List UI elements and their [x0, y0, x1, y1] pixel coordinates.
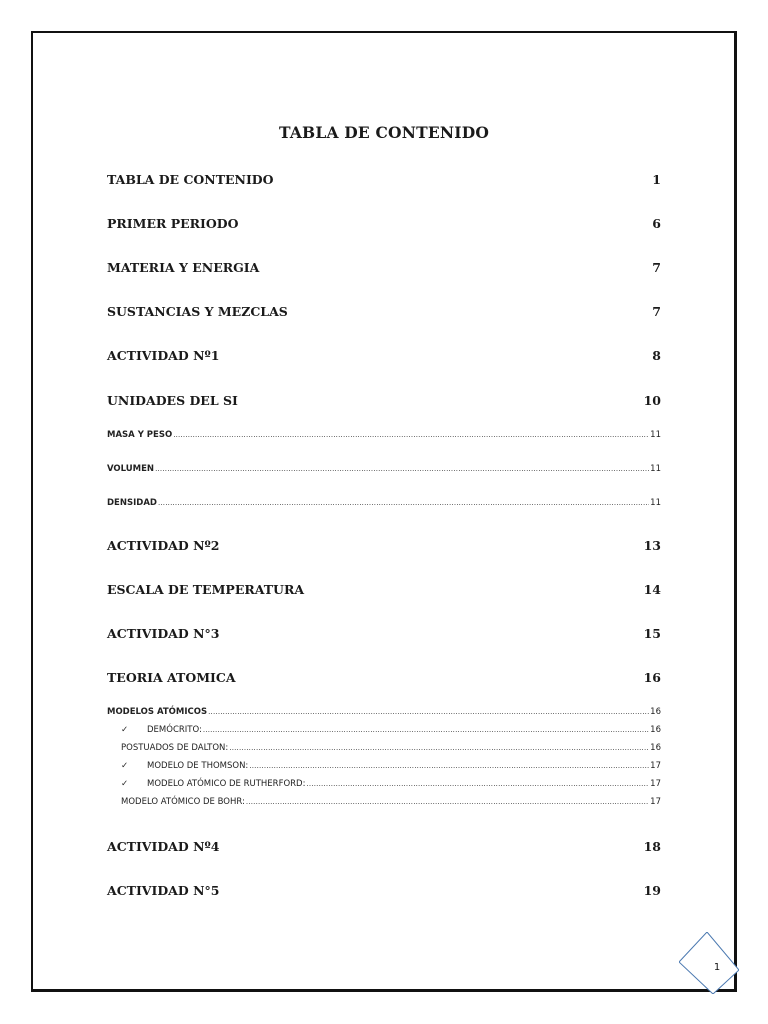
toc-entry-page: 7: [652, 260, 661, 275]
toc-subentry[interactable]: [121, 797, 661, 807]
toc-subentry-page: 16: [650, 707, 661, 717]
toc-subentry[interactable]: [121, 743, 661, 753]
checkmark-icon: ✓: [121, 761, 129, 771]
dot-leader: [158, 500, 649, 507]
toc-subentry-label: ✓ DEMÓCRITO:: [121, 725, 202, 735]
toc-subentry-page: 17: [650, 761, 661, 771]
toc-entry-label: ACTIVIDAD Nº1: [107, 348, 220, 363]
checkmark-icon: ✓: [121, 779, 129, 789]
toc-entry-page: 13: [643, 538, 661, 553]
toc-entry-label: SUSTANCIAS Y MEZCLAS: [107, 304, 288, 319]
toc-subentry-page: 11: [650, 464, 661, 474]
dot-leader: [173, 432, 649, 439]
toc-entry[interactable]: [107, 393, 661, 408]
toc-entry[interactable]: [107, 670, 661, 685]
toc-subentry[interactable]: [121, 725, 661, 735]
toc-entry[interactable]: [107, 216, 661, 231]
toc-subentry-label: POSTUADOS DE DALTON:: [121, 743, 229, 753]
toc-subentry[interactable]: [107, 464, 661, 474]
toc-subentry-label: MASA Y PESO: [107, 430, 173, 440]
toc-subentry[interactable]: [121, 761, 661, 771]
toc-entry-page: 16: [643, 670, 661, 685]
toc-entry-label: TEORIA ATOMICA: [107, 670, 236, 685]
toc-entry-page: 18: [643, 839, 661, 854]
toc-entry-page: 8: [652, 348, 661, 363]
toc-entry-page: 19: [643, 883, 661, 898]
toc-entry-label: ACTIVIDAD Nº4: [107, 839, 220, 854]
dot-leader: [203, 727, 649, 734]
toc-entry[interactable]: [107, 839, 661, 854]
dot-leader: [249, 763, 649, 770]
toc-subentry[interactable]: [107, 707, 661, 717]
dot-leader: [306, 781, 649, 788]
toc-subentry-label: MODELOS ATÓMICOS: [107, 707, 208, 717]
toc-entry-page: 1: [652, 172, 661, 187]
toc-entry[interactable]: [107, 172, 661, 187]
dot-leader: [155, 466, 649, 473]
toc-entry-page: 6: [652, 216, 661, 231]
toc-entry-page: 7: [652, 304, 661, 319]
toc-entry-label: TABLA DE CONTENIDO: [107, 172, 274, 187]
dot-leader: [208, 709, 649, 716]
dot-leader: [246, 799, 649, 806]
toc-subentry-page: 16: [650, 725, 661, 735]
page-number: 1: [713, 962, 721, 973]
toc-subentry-label: ✓ MODELO DE THOMSON:: [121, 761, 249, 771]
toc-subentry-label: DENSIDAD: [107, 498, 157, 508]
toc-subentry-page: 16: [650, 743, 661, 753]
toc-entry-page: 15: [643, 626, 661, 641]
toc-entry-label: ESCALA DE TEMPERATURA: [107, 582, 305, 597]
toc-subentry[interactable]: [107, 430, 661, 440]
toc-entry[interactable]: [107, 260, 661, 275]
toc-subentry-label: MODELO ATÓMICO DE BOHR:: [121, 797, 245, 807]
page-number-diamond: [679, 932, 739, 994]
toc-subentry-page: 17: [650, 779, 661, 789]
toc-entry-label: UNIDADES DEL SI: [107, 393, 238, 408]
toc-entry[interactable]: [107, 582, 661, 597]
toc-title: TABLA DE CONTENIDO: [278, 123, 490, 142]
dot-leader: [229, 745, 649, 752]
toc-entry-page: 10: [643, 393, 661, 408]
toc-entry[interactable]: [107, 883, 661, 898]
toc-entry-page: 14: [643, 582, 661, 597]
toc-entry-label: MATERIA Y ENERGIA: [107, 260, 260, 275]
toc-subentry[interactable]: [107, 498, 661, 508]
toc-entry-label: ACTIVIDAD N°5: [107, 883, 220, 898]
toc-subentry-page: 11: [650, 430, 661, 440]
toc-entry[interactable]: [107, 626, 661, 641]
toc-entry-label: ACTIVIDAD N°3: [107, 626, 220, 641]
toc-entry[interactable]: [107, 348, 661, 363]
toc-subentry-label: ✓ MODELO ATÓMICO DE RUTHERFORD:: [121, 779, 306, 789]
checkmark-icon: ✓: [121, 725, 129, 735]
toc-entry-label: ACTIVIDAD Nº2: [107, 538, 220, 553]
toc-entry[interactable]: [107, 538, 661, 553]
toc-subentry-label: VOLUMEN: [107, 464, 155, 474]
toc-entry[interactable]: [107, 304, 661, 319]
toc-entry-label: PRIMER PERIODO: [107, 216, 239, 231]
toc-subentry[interactable]: [121, 779, 661, 789]
toc-subentry-page: 11: [650, 498, 661, 508]
toc-subentry-page: 17: [650, 797, 661, 807]
